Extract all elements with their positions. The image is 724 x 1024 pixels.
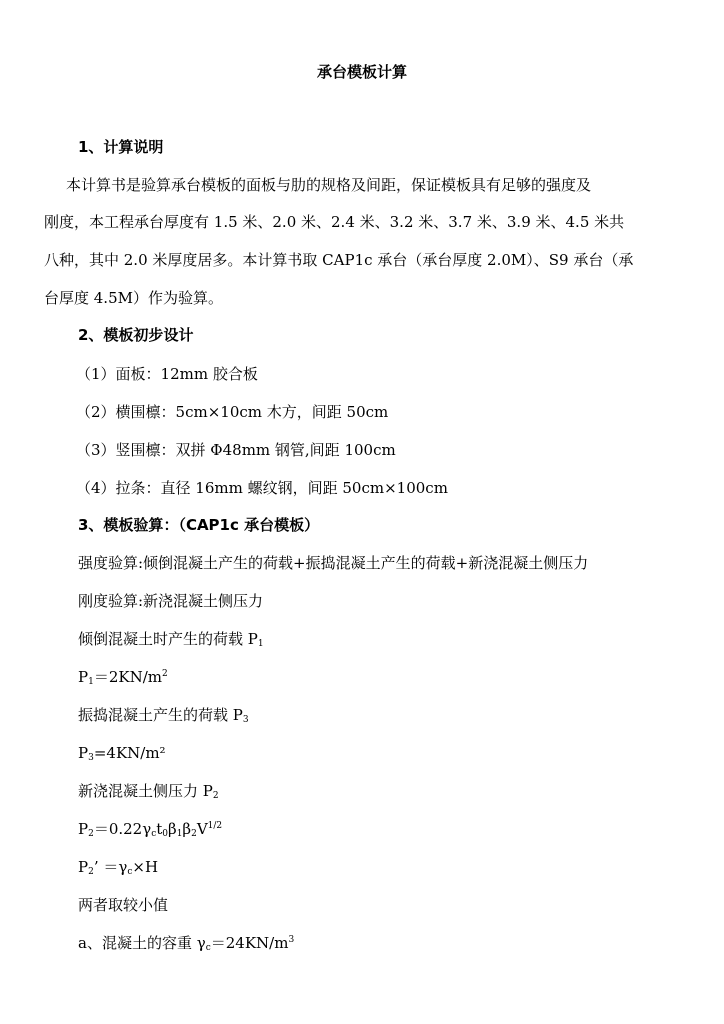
section1-heading: 1、计算说明 [78,138,164,156]
strength-check-line: 强度验算:倾倒混凝土产生的荷载+振捣混凝土产生的荷载+新浇混凝土侧压力 [78,554,589,572]
section1-line-4: 台厚度 4.5M）作为验算。 [44,289,223,307]
p2-label-line: 新浇混凝土侧压力 $P_2$ [78,782,219,801]
section1-line-3: 八种，其中 2.0 米厚度居多。本计算书取 CAP1c 承台（承台厚度 2.0M）、S9 承台（承 [44,251,634,269]
section1-line-2: 刚度，本工程承台厚度有 1.5 米、2.0 米、2.4 米、3.2 米、3.7 米、3.9 米、4.5 米共 [44,213,625,231]
stiffness-check-line: 刚度验算:新浇混凝土侧压力 [78,592,264,610]
design-item-panel: （1）面板：12mm 胶合板 [76,365,258,383]
design-item-horizontal-purlin: （2）横围檩：5cm×10cm 木方，间距 50cm [76,403,389,421]
p3-equation-line: $P_3=4KN/m^2$ [78,744,166,763]
section3-heading: 3、模板验算：（CAP1c 承台模板） [78,516,320,534]
p3-label-line: 振捣混凝土产生的荷载 $P_3$ [78,706,249,725]
section1-line-1: 本计算书是验算承台模板的面板与肋的规格及间距，保证模板具有足够的强度及 [66,176,592,194]
p2-formula-line: $P_2=0.22\gamma_ct_0\beta_1\beta_2V^{1/2}$ [78,820,223,839]
p2-prime-formula-line: $P_2$’ $=\gamma_c\times H$ [78,858,159,877]
min-value-note: 两者取较小值 [78,896,169,914]
design-item-vertical-purlin: （3）竖围檩：双拼 Φ48mm 钢管,间距 100cm [76,441,396,459]
section2-heading: 2、模板初步设计 [78,326,194,344]
concrete-unit-weight-line: a、混凝土的容重 $\gamma_c=24KN/m^3$ [78,934,295,953]
design-item-tie-bar: （4）拉条：直径 16mm 螺纹钢，间距 50cm×100cm [76,479,448,497]
document-title: 承台模板计算 [316,63,407,81]
p1-equation-line: $P_1=2KN/m^2$ [78,668,168,687]
p1-label-line: 倾倒混凝土时产生的荷载 $P_1$ [78,630,264,649]
